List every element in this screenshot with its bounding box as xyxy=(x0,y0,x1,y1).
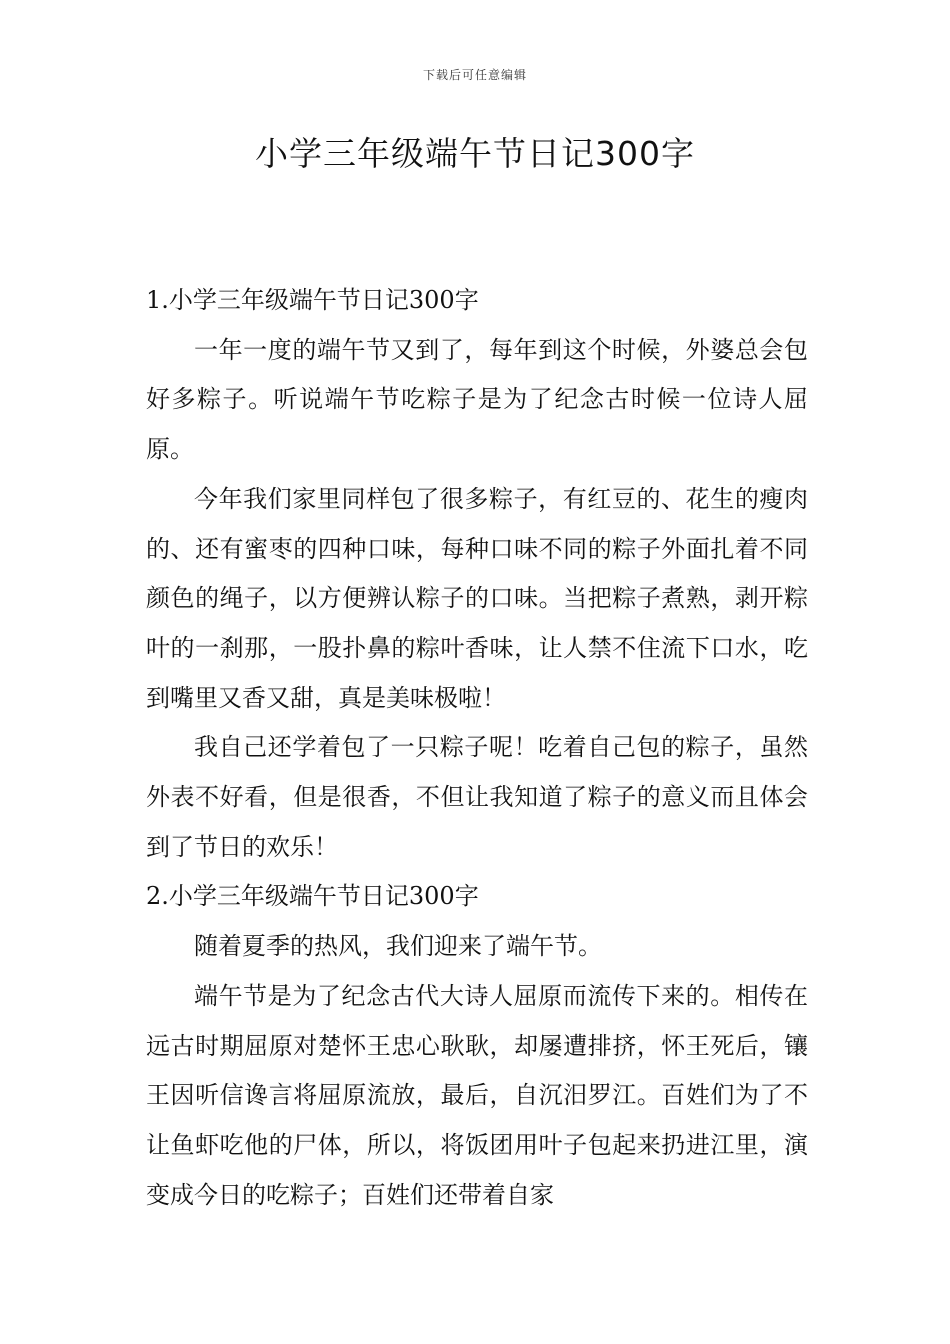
paragraph: 一年一度的端午节又到了，每年到这个时候，外婆总会包好多粽子。听说端午节吃粽子是为了纪念古时候一位诗人屈原。 xyxy=(146,335,808,464)
header-note: 下载后可任意编辑 xyxy=(422,68,527,82)
paragraph: 我自己还学着包了一只粽子呢！吃着自己包的粽子，虽然外表不好看，但是很香，不但让我知道了粽子的意义而且体会到了节日的欢乐！ xyxy=(146,733,808,861)
document-body xyxy=(146,276,808,1220)
section-heading: 2.小学三年级端午节日记300字 xyxy=(146,882,479,911)
section-heading: 1.小学三年级端午节日记300字 xyxy=(146,286,479,314)
paragraph: 随着夏季的热风，我们迎来了端午节。 xyxy=(194,932,602,961)
section-1 xyxy=(146,276,808,872)
paragraph: 端午节是为了纪念古代大诗人屈原而流传下来的。相传在远古时期屈原对楚怀王忠心耿耿，却屡遭排挤，怀王死后，镶王因听信谗言将屈原流放，最后，自沉汨罗江。百姓们为了不让鱼虾吃他的尸体，所以，将饭团用叶子包起来扔进江里，演变成今日的吃粽子；百姓们还带着自家 xyxy=(146,981,808,1209)
paragraph: 今年我们家里同样包了很多粽子，有红豆的、花生的瘦肉的、还有蜜枣的四种口味，每种口味不同的粽子外面扎着不同颜色的绳子，以方便辨认粽子的口味。当把粽子煮熟，剥开粽叶的一刹那，一股扑鼻的粽叶香味，让人禁不住流下口水，吃到嘴里又香又甜，真是美味极啦！ xyxy=(146,484,808,712)
document-title: 小学三年级端午节日记300字 xyxy=(255,134,695,173)
section-2 xyxy=(146,872,808,1220)
